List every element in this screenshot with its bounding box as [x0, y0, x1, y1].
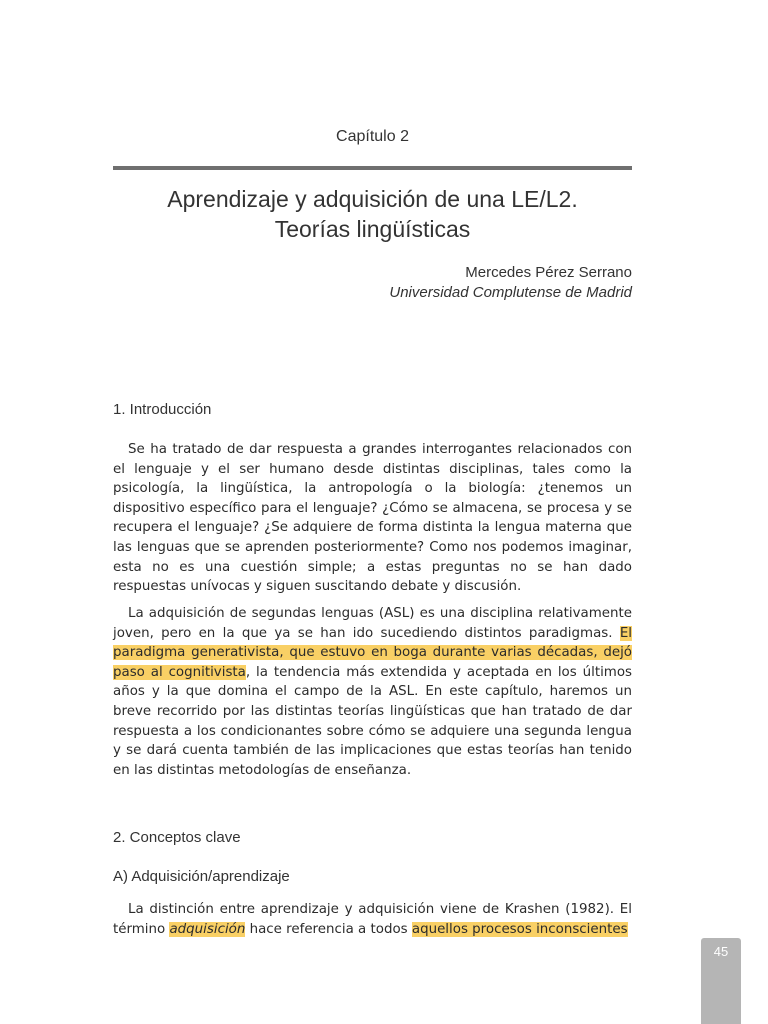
- paragraph-3: [113, 900, 632, 939]
- section-heading-introduccion: 1. Introducción: [113, 401, 212, 418]
- paragraph-2: [113, 604, 632, 780]
- author-block: [113, 263, 632, 303]
- paragraph-3-text-b: hace referencia a todos: [245, 921, 412, 937]
- paragraph-1: Se ha tratado de dar respuesta a grandes interrogantes relacionados con el lenguaje y el ser humano desde distintas disciplinas, tales como la psicología, la lingüística, la antropología o la biología: ¿tenemos un dispositivo específico para el lenguaje? ¿Cómo se almacena, se procesa y se recupera el lenguaje? ¿Se adquiere de forma distinta la lengua materna que las lenguas que se aprenden posteriormente? Como nos podemos imaginar, esta no es una cuestión simple; a estas preguntas no se han dado respuestas unívocas y siguen suscitando debate y discusión.: [113, 442, 632, 595]
- paragraph-2-text-b: , la tendencia más extendida y aceptada en los últimos años y la que domina el campo de la ASL. En este capítulo, haremos un breve recorrido por las distintas teorías lingüísticas que han tratado de dar respuesta a los condicionantes sobre cómo se adquiere una segunda lengua y se dará cuenta también de las implicaciones que estas teorías han tenido en las distintas metodologías de enseñanza.: [113, 664, 632, 778]
- paragraph-3-highlight-term: adquisición: [169, 921, 246, 937]
- paragraph-3-text-a: La distinción entre aprendizaje y adquisición viene de Krashen (1982). El término: [113, 902, 632, 937]
- title-line-1: Aprendizaje y adquisición de una LE/L2.: [167, 186, 578, 212]
- page-number-tab: [701, 938, 741, 1024]
- section-heading-conceptos-clave: 2. Conceptos clave: [113, 829, 241, 846]
- chapter-divider: [113, 166, 632, 170]
- author-affiliation: Universidad Complutense de Madrid: [389, 284, 632, 301]
- paragraph-2-text-a: La adquisición de segundas lenguas (ASL) es una disciplina relativamente joven, pero en la que ya se han ido sucediendo distintos paradigmas.: [113, 606, 632, 641]
- paragraph-2-highlight: El paradigma generativista, que estuvo en boga durante varias décadas, dejó paso al cognitivista: [113, 625, 632, 680]
- paragraph-3-highlight-phrase: aquellos procesos inconscientes: [411, 921, 628, 937]
- page-number: 45: [713, 944, 729, 959]
- subsection-heading-adquisicion: A) Adquisición/aprendizaje: [113, 868, 290, 885]
- chapter-title: [113, 184, 632, 244]
- chapter-label: Capítulo 2: [336, 128, 409, 145]
- author-name: Mercedes Pérez Serrano: [465, 264, 632, 281]
- title-line-2: Teorías lingüísticas: [274, 216, 471, 242]
